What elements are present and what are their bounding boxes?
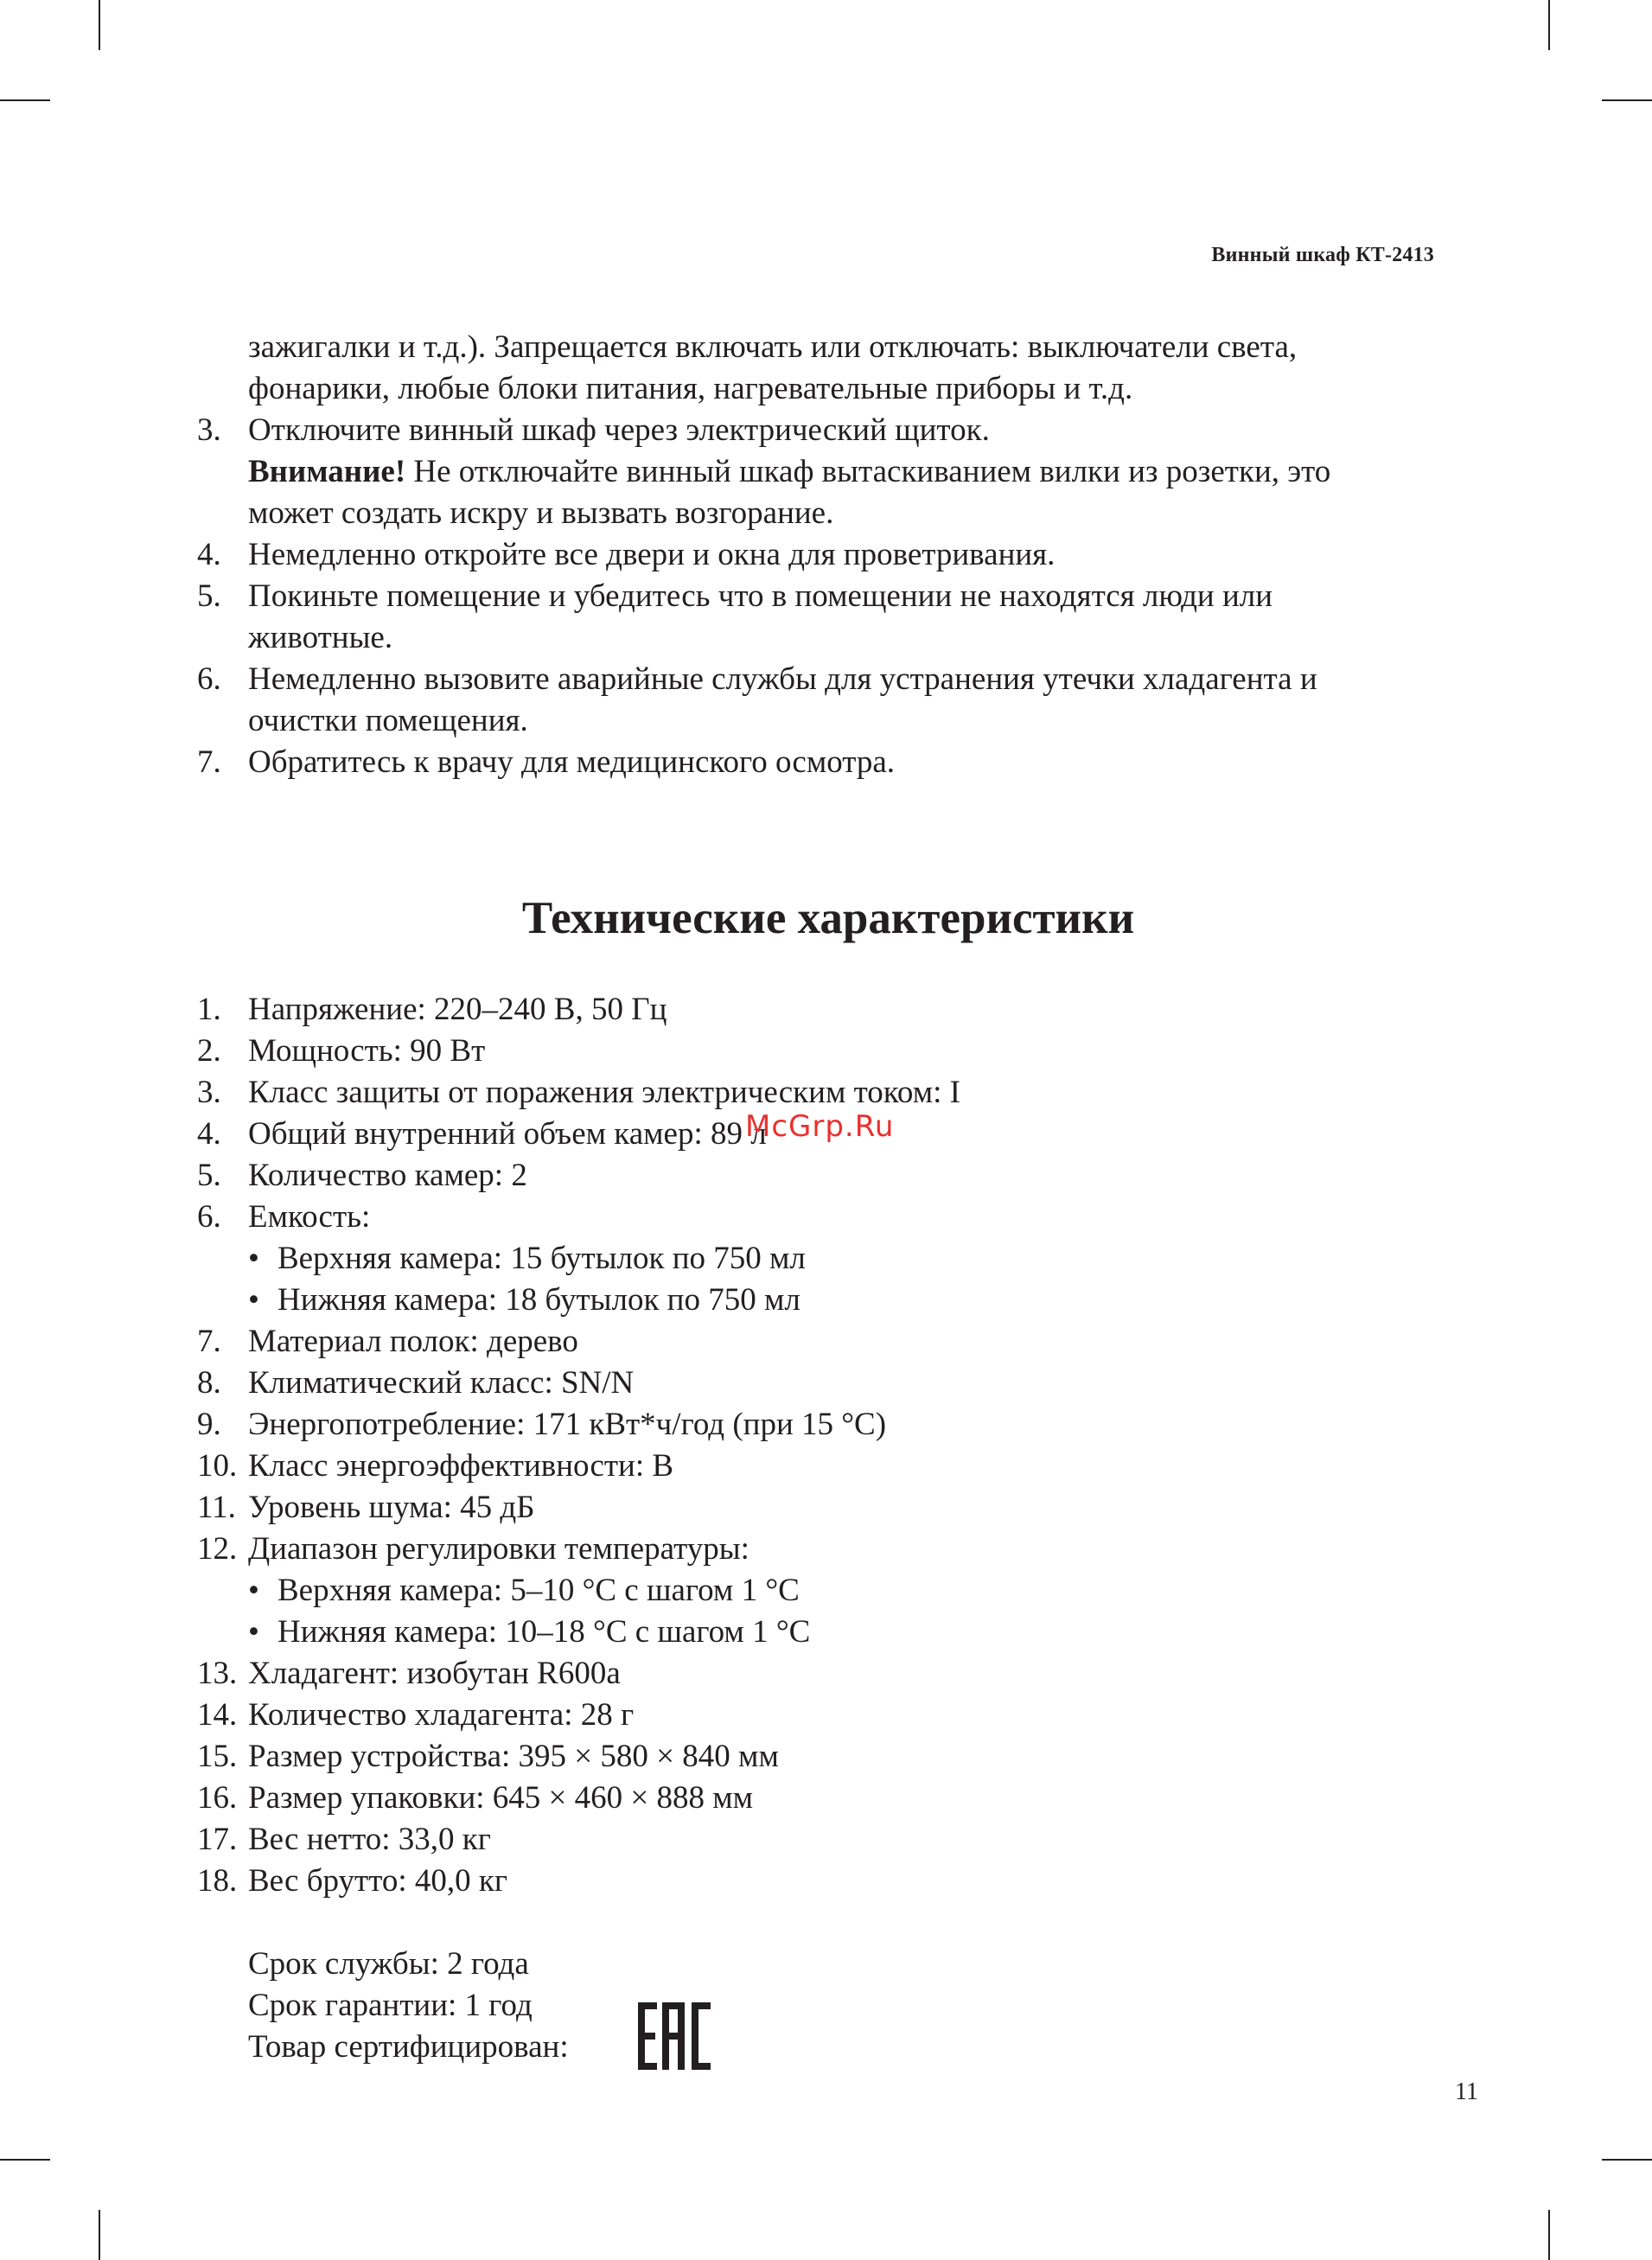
spec-item [197,1197,1442,1238]
spec-number: 3. [197,1075,221,1110]
watermark: McGrp.Ru [745,1109,895,1144]
list-item [197,742,1442,783]
bullet-text: Нижняя камера: 10–18 °С с шагом 1 °С [277,1614,811,1650]
spec-bullet [197,1570,1442,1612]
list-item [197,659,1442,700]
spec-number: 11. [197,1490,236,1525]
list-item [197,576,1442,617]
spec-text: Энергопотребление: 171 кВт*ч/год (при 15 °С) [248,1407,887,1442]
spec-item [197,1321,1442,1363]
spec-bullet [197,1238,1442,1280]
item-text: Отключите винный шкаф через электрический щиток. [248,412,990,448]
spec-number: 10. [197,1448,238,1484]
spec-text: Диапазон регулировки температуры: [248,1531,749,1567]
spec-number: 14. [197,1697,238,1733]
bullet-dot: • [248,1573,259,1608]
spec-item [197,1695,1442,1736]
crop-mark [1602,99,1652,101]
spec-text: Уровень шума: 45 дБ [248,1490,535,1525]
spec-text: Класс защиты от поражения электрическим током: I [248,1075,960,1110]
continuation-line: фонарики, любые блоки питания, нагревательные приборы и т.д. [248,371,1133,406]
spec-number: 18. [197,1863,238,1899]
spec-text: Класс энергоэффективности: В [248,1448,674,1484]
bullet-text: Нижняя камера: 18 бутылок по 750 мл [277,1282,800,1318]
spec-item [197,1778,1442,1819]
item-number: 5. [197,578,221,614]
spec-item [197,1736,1442,1778]
spec-number: 12. [197,1531,238,1567]
spec-text: Климатический класс: SN/N [248,1365,635,1401]
eac-certification-icon [638,2002,711,2070]
service-life: Срок службы: 2 года [248,1946,529,1982]
list-item [197,534,1442,576]
crop-mark [1548,2210,1550,2260]
spec-number: 1. [197,992,221,1027]
spec-bullet [197,1280,1442,1321]
warning-note [197,451,1442,493]
spec-item [197,1072,1442,1114]
spec-bullet [197,1612,1442,1653]
spec-number: 4. [197,1116,221,1152]
item-text-line: очистки помещения. [248,703,528,738]
spec-item [197,1653,1442,1695]
spec-item [197,1404,1442,1446]
spec-item [197,1363,1442,1404]
spec-number: 7. [197,1324,221,1359]
spec-item [197,989,1442,1031]
warning-note-line: может создать искру и вызвать возгорание. [248,495,834,531]
item-text-line: животные. [248,620,393,655]
spec-number: 16. [197,1780,238,1816]
spec-text: Размер упаковки: 645 × 460 × 888 мм [248,1780,754,1816]
warning-text: Не отключайте винный шкаф вытаскиванием вилки из розетки, это [405,454,1331,489]
crop-mark [99,0,100,50]
spec-number: 6. [197,1199,221,1235]
spec-text: Материал полок: дерево [248,1324,578,1359]
spec-number: 15. [197,1739,238,1774]
spec-text: Емкость: [248,1199,371,1235]
spec-number: 5. [197,1158,221,1193]
item-text: Покиньте помещение и убедитесь что в помещении не находятся люди или [248,578,1273,614]
spec-item [197,1031,1442,1072]
spec-item [197,1819,1442,1861]
spec-text: Размер устройства: 395 × 580 × 840 мм [248,1739,779,1774]
item-number: 4. [197,537,221,572]
spec-text: Хладагент: изобутан R600a [248,1656,621,1691]
warning-label: Внимание! [248,454,406,489]
crop-mark [1602,2159,1652,2161]
spec-number: 13. [197,1656,238,1691]
item-text: Обратитесь к врачу для медицинского осмотра. [248,744,896,780]
warranty-block [197,1944,1442,2068]
list-item [197,410,1442,451]
spec-text: Общий внутренний объем камер: 89 л [248,1116,767,1152]
item-text: Немедленно вызовите аварийные службы для устранения утечки хладагента и [248,661,1317,697]
bullet-text: Верхняя камера: 15 бутылок по 750 мл [277,1241,806,1276]
warranty-term: Срок гарантии: 1 год [248,1988,533,2023]
continuation-line: зажигалки и т.д.). Запрещается включать или отключать: выключатели света, [248,329,1298,365]
item-number: 7. [197,744,221,780]
item-text: Немедленно откройте все двери и окна для проветривания. [248,537,1056,572]
crop-mark [0,99,50,101]
spec-item [197,1529,1442,1570]
spec-text: Количество камер: 2 [248,1158,527,1193]
spec-item [197,1155,1442,1197]
spec-number: 9. [197,1407,221,1442]
spec-text: Количество хладагента: 28 г [248,1697,635,1733]
spec-number: 8. [197,1365,221,1401]
spec-item [197,1446,1442,1487]
spec-text: Мощность: 90 Вт [248,1033,486,1069]
bullet-dot: • [248,1241,259,1276]
bullet-dot: • [248,1614,259,1650]
crop-mark [99,2210,100,2260]
item-number: 6. [197,661,221,697]
certification-label: Товар сертифицирован: [248,2029,569,2065]
spec-item [197,1861,1442,1902]
spec-text: Вес нетто: 33,0 кг [248,1822,491,1857]
crop-mark [0,2159,50,2161]
page-number: 11 [1455,2078,1478,2105]
spec-text: Вес брутто: 40,0 кг [248,1863,508,1899]
running-header: Винный шкаф КТ-2413 [1211,244,1434,266]
bullet-dot: • [248,1282,259,1318]
spec-number: 2. [197,1033,221,1069]
page-content [197,327,1442,2068]
bullet-text: Верхняя камера: 5–10 °С с шагом 1 °С [277,1573,800,1608]
spec-text: Напряжение: 220–240 В, 50 Гц [248,992,667,1027]
crop-mark [1548,0,1550,50]
item-number: 3. [197,412,221,448]
section-title: Технические характеристики [521,893,1135,943]
spec-item [197,1487,1442,1529]
spec-number: 17. [197,1822,238,1857]
